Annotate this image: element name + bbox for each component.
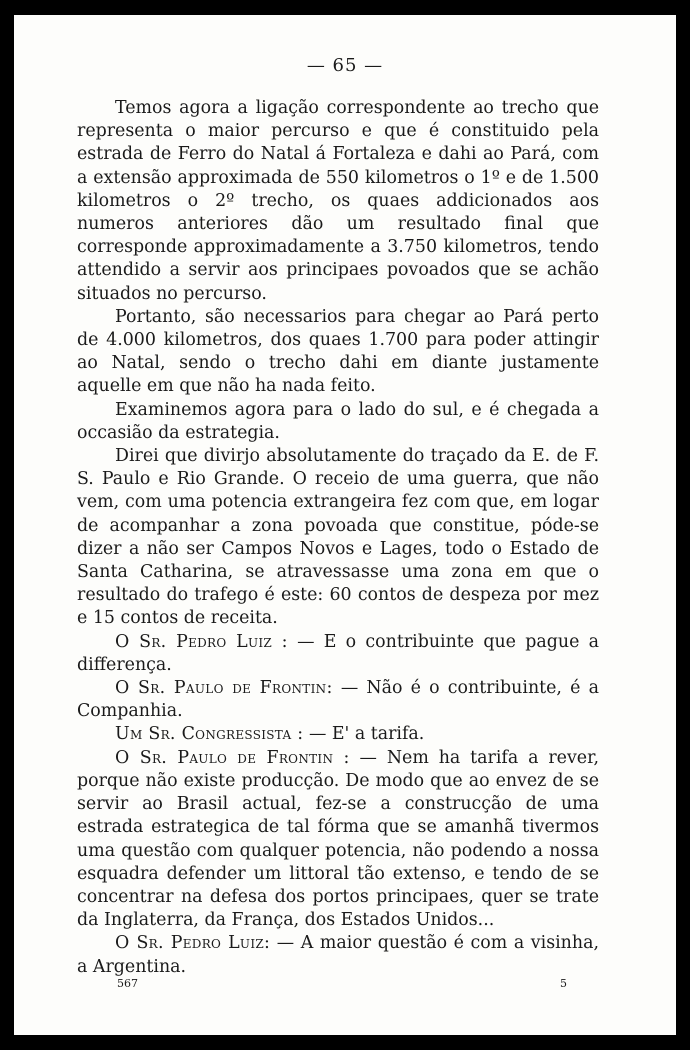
paragraph bbox=[77, 399, 599, 445]
speaker-name: O Sr. Paulo de Frontin : bbox=[115, 747, 350, 768]
paragraph bbox=[77, 97, 599, 306]
speech-text: — E' a tarifa. bbox=[308, 724, 425, 745]
body-text bbox=[77, 97, 599, 979]
speech-text: — A maior questão é com a visinha, a Argentina. bbox=[77, 933, 599, 977]
gathering-mark: 5 bbox=[560, 977, 567, 990]
speech-text: — Não é o contribuinte, é a Companhia. bbox=[77, 678, 599, 722]
speaker-name: O Sr. Pedro Luiz : bbox=[115, 631, 288, 652]
speech-text: — Nem ha tarifa a rever, porque não existe producção. De modo que ao envez de se servir ao Brasil actual, fez-se a construcção de uma estrada estrategica de tal fórma que se amanhã tivermos uma questão com qualquer potencia, não podendo a nossa esquadra defender um littoral tão extenso, e tendo de se concentrar na defesa dos portos principaes, quer se trate da Inglaterra, da França, dos Estados Unidos... bbox=[77, 747, 600, 931]
speech-paragraph bbox=[77, 677, 599, 723]
paragraph-text: Direi que divirjo absolutamente do traçado da E. de F. S. Paulo e Rio Grande. O receio de uma guerra, que não vem, com uma potencia extrangeira fez com que, em logar de acompanhar a zona povoada que constitue, póde-se dizer a não ser Campos Novos e Lages, todo o Estado de Santa Catharina, se atravessasse uma zona em que o resultado do trafego é este: 60 contos de despeza por mez e 15 contos de receita. bbox=[77, 446, 599, 629]
speaker-name: O Sr. Pedro Luiz: bbox=[115, 933, 271, 954]
paragraph-text: Temos agora a ligação correspondente ao trecho que representa o maior percurso e que é constituido pela estrada de Ferro do Natal á Fortaleza e dahi ao Pará, com a extensão approximada de 550 kilometros o 1º e de 1.500 kilometros o 2º trecho, os quaes addicionados aos numeros anteriores dão um resultado final que corresponde approximadamente a 3.750 kilometros, tendo attendido a servir aos principaes povoados que se achão situados no percurso. bbox=[77, 98, 599, 304]
speech-text: — E o contribuinte que pague a differença. bbox=[77, 631, 600, 675]
paragraph-text: Examinemos agora para o lado do sul, e é chegada a occasião da estrategia. bbox=[77, 399, 599, 443]
paragraph-text: Portanto, são necessarios para chegar ao Pará perto de 4.000 kilometros, dos quaes 1.700 para poder attingir ao Natal, sendo o trecho dahi em diante justamente aquelle em que não ha nada feito. bbox=[77, 306, 599, 397]
page-number: — 65 — bbox=[306, 55, 384, 76]
speech-paragraph bbox=[77, 932, 599, 978]
paragraph bbox=[77, 445, 599, 631]
printer-signature: 567 bbox=[117, 977, 138, 990]
paragraph bbox=[77, 306, 599, 399]
document-page bbox=[14, 15, 676, 1035]
speech-paragraph bbox=[77, 747, 599, 933]
speech-paragraph bbox=[77, 723, 599, 746]
speech-paragraph bbox=[77, 631, 599, 677]
speaker-name: Um Sr. Congressista : bbox=[115, 724, 304, 745]
speaker-name: O Sr. Paulo de Frontin: bbox=[115, 678, 333, 699]
